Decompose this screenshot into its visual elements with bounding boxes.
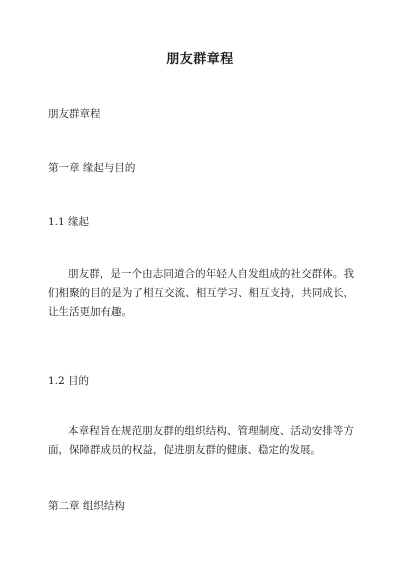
paragraph-purpose: 本章程旨在规范朋友群的组织结构、管理制度、活动安排等方面，保障群成员的权益，促进朋友群的健康、稳定的发展。 [48,425,354,456]
chapter-heading-2: 第二章 组织结构 [48,500,125,512]
section-heading-1-2: 1.2 目的 [48,375,90,387]
document-title: 朋友群章程 [166,52,234,67]
paragraph-origin: 朋友群，是一个由志同道合的年轻人自发组成的社交群体。我们相聚的目的是为了相互交流、相互学习、相互支持，共同成长，让生活更加有趣。 [48,268,354,318]
section-heading-1-1: 1.1 缘起 [48,216,90,228]
document-subtitle: 朋友群章程 [48,108,101,120]
chapter-heading-1: 第一章 缘起与目的 [48,162,136,174]
